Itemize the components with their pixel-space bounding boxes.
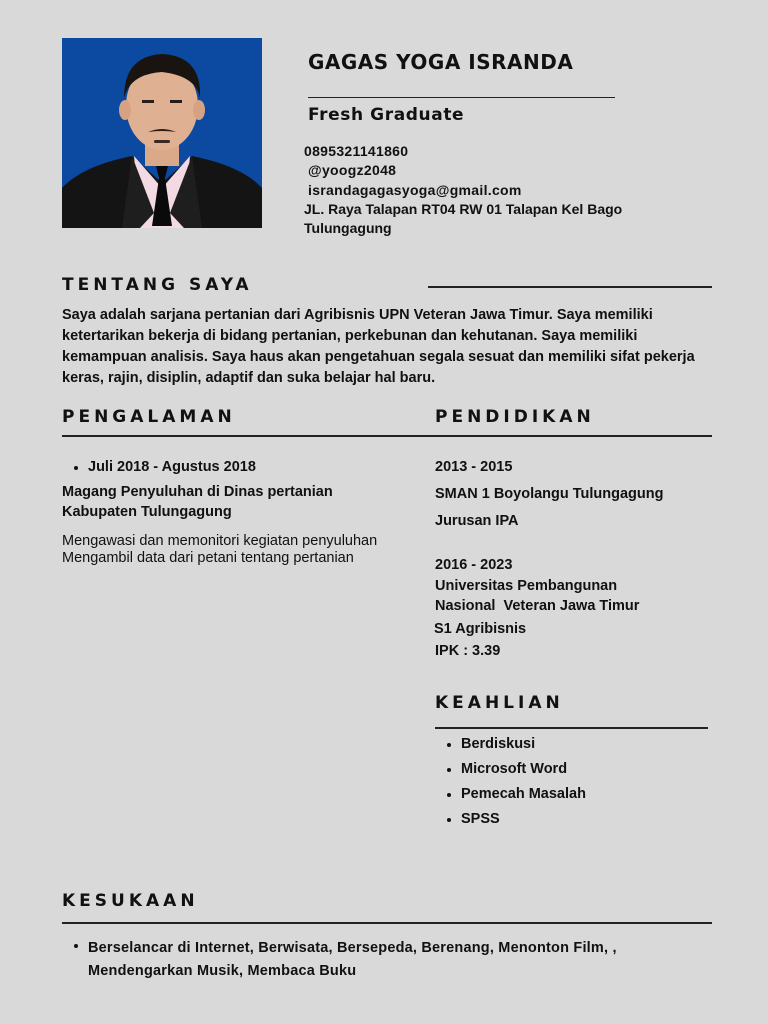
school-2-years: 2016 - 2023 [435,557,513,573]
contact-phone: 0895321141860 [304,143,409,159]
experience-desc-line-2: Mengambil data dari petani tentang pertanian [62,550,354,566]
school-2-major: S1 Agribisnis [434,621,527,637]
candidate-name: GAGAS YOGA ISRANDA [308,50,574,74]
school-1-name: SMAN 1 Boyolangu Tulungagung [435,486,664,502]
experience-position: Magang Penyuluhan di Dinas pertanian Kabupaten Tulungagung [62,484,333,520]
profile-photo-art [62,38,262,228]
school-2-name-line2: Nasional Veteran Jawa Timur [435,598,640,614]
profile-photo [62,38,262,228]
experience-desc-line-1: Mengawasi dan memonitori kegiatan penyuluhan [62,533,378,549]
experience-list [62,459,392,475]
skills-divider [435,727,708,729]
skills-heading: KEAHLIAN [435,693,564,713]
skill-item: Microsoft Word [435,761,705,777]
skill-item: Pemecah Masalah [435,786,705,802]
hobbies-list [62,937,682,983]
school-1-years: 2013 - 2015 [435,459,513,475]
name-divider [308,97,615,98]
skills-list [435,736,705,827]
education-heading: PENDIDIKAN [435,407,595,427]
about-divider [428,286,712,288]
about-heading: TENTANG SAYA [62,275,253,295]
experience-heading: PENGALAMAN [62,407,236,427]
experience-divider [62,435,712,437]
contact-email: israndagagasyoga@gmail.com [308,182,522,198]
candidate-role: Fresh Graduate [308,105,465,125]
experience-period: Juli 2018 - Agustus 2018 [62,459,392,475]
hobbies-divider [62,922,712,924]
hobbies-heading: KESUKAAN [62,891,199,911]
about-text: Saya adalah sarjana pertanian dari Agribisnis UPN Veteran Jawa Timur. Saya memiliki ketertarikan bekerja di bidang pertanian, perkebunan dan kehutanan. Saya memiliki kemampuan analisis. Saya haus akan pengetahuan segala sesuat dan memiliki sifat pekerja keras, rajin, disiplin, adaptif dan suka belajar hal baru. [62,307,695,386]
skill-item: Berdiskusi [435,736,705,752]
school-1-major: Jurusan IPA [435,513,519,529]
school-2-gpa: IPK : 3.39 [435,643,501,659]
contact-social: @yoogz2048 [308,162,397,178]
contact-address: JL. Raya Talapan RT04 RW 01 Talapan Kel Bago Tulungagung [304,201,623,236]
hobbies-item: Berselancar di Internet, Berwisata, Bersepeda, Berenang, Menonton Film, , Mendengarkan Musik, Membaca Buku [62,937,682,983]
school-2-name-line1: Universitas Pembangunan [435,578,618,594]
skill-item: SPSS [435,811,705,827]
experience-description [62,533,412,567]
